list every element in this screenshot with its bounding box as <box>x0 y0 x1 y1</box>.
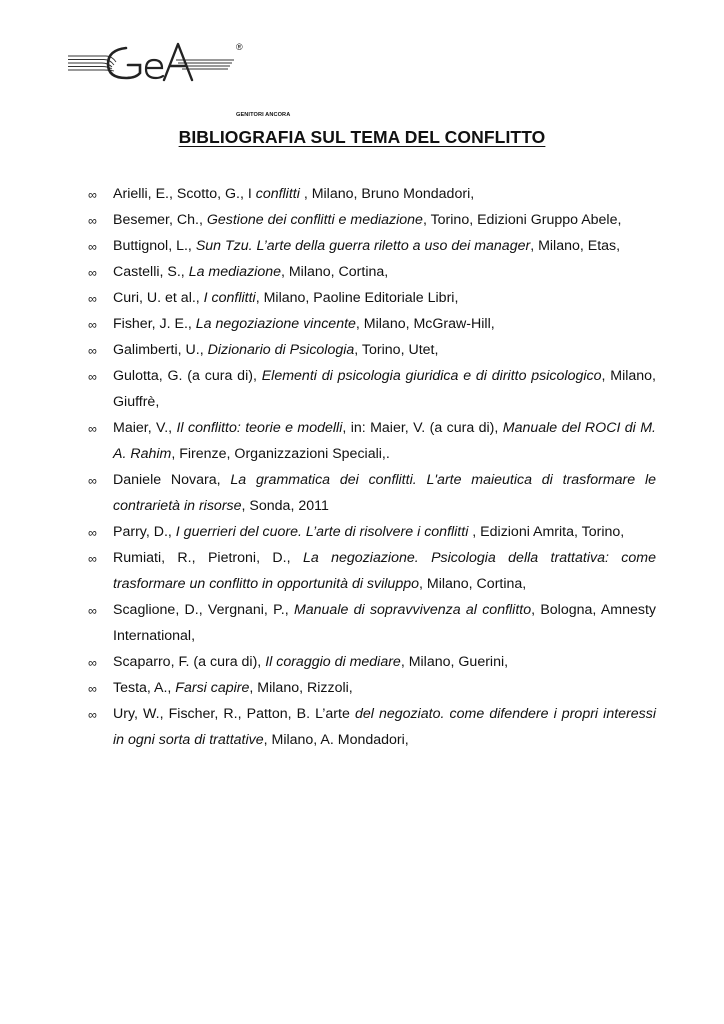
entry-author: Galimberti, U., <box>113 342 208 358</box>
entry-author: Ury, W., Fischer, R., Patton, B. L’arte <box>113 706 355 722</box>
infinity-bullet-icon: ∞ <box>88 240 97 254</box>
gea-logo-tagline: GENITORI ANCORA <box>236 112 291 118</box>
entry-publisher: , Milano, Giuffrè, <box>113 368 656 410</box>
gea-logo <box>66 40 291 118</box>
entry-title: La mediazione <box>188 264 281 280</box>
entry-publisher: , Torino, Utet, <box>354 342 439 358</box>
entry-title: La negoziazione vincente <box>195 316 356 332</box>
entry-author: Parry, D., <box>113 524 176 540</box>
entry-author: Gulotta, G. (a cura di), <box>113 368 262 384</box>
gea-logo-icon <box>66 40 256 90</box>
entry-publisher: , Milano, Etas, <box>530 238 621 254</box>
entry-publisher: , Milano, Cortina, <box>280 264 389 280</box>
bibliography-entry <box>88 701 656 753</box>
entry-publisher: , Milano, Bruno Mondadori, <box>299 186 475 202</box>
infinity-bullet-icon: ∞ <box>88 708 97 722</box>
bibliography-entry <box>88 519 656 545</box>
infinity-bullet-icon: ∞ <box>88 604 97 618</box>
entry-author: Rumiati, R., Pietroni, D., <box>113 550 303 566</box>
entry-title: Gestione dei conflitti e mediazione <box>206 212 423 228</box>
entry-title: Dizionario di Psicologia <box>207 342 355 358</box>
entry-title: I guerrieri del cuore. L’arte di risolvere i conflitti <box>175 524 469 540</box>
bibliography-entry <box>88 337 656 363</box>
entry-author: Daniele Novara, <box>113 472 231 488</box>
bibliography-list <box>88 181 656 753</box>
infinity-bullet-icon: ∞ <box>88 318 97 332</box>
entry-publisher-secondary: , Firenze, Organizzazioni Speciali,. <box>171 446 390 462</box>
entry-publisher: , Milano, A. Mondadori, <box>263 732 409 748</box>
infinity-bullet-icon: ∞ <box>88 656 97 670</box>
entry-author: Fisher, J. E., <box>113 316 196 332</box>
entry-author: Curi, U. et al., <box>113 290 204 306</box>
entry-author: Arielli, E., Scotto, G., I <box>113 186 256 202</box>
entry-author: Besemer, Ch., <box>113 212 207 228</box>
infinity-bullet-icon: ∞ <box>88 292 97 306</box>
entry-title: Sun Tzu. L’arte della guerra riletto a uso dei manager <box>195 238 531 254</box>
infinity-bullet-icon: ∞ <box>88 370 97 384</box>
registered-mark: ® <box>236 42 243 52</box>
entry-publisher: , Milano, Paoline Editoriale Libri, <box>255 290 459 306</box>
bibliography-entry <box>88 675 656 701</box>
entry-publisher: , Edizioni Amrita, Torino, <box>468 524 625 540</box>
entry-publisher: , Milano, McGraw-Hill, <box>355 316 495 332</box>
entry-title: La negoziazione. Psicologia della trattativa: come trasformare un conflitto in opportunità di sviluppo <box>113 550 656 592</box>
bibliography-entry <box>88 285 656 311</box>
bibliography-entry <box>88 415 656 467</box>
bibliography-entry <box>88 259 656 285</box>
infinity-bullet-icon: ∞ <box>88 266 97 280</box>
bibliography-entry <box>88 597 656 649</box>
bibliography-entry <box>88 207 656 233</box>
page-title: BIBLIOGRAFIA SUL TEMA DEL CONFLITTO <box>178 127 546 147</box>
infinity-bullet-icon: ∞ <box>88 344 97 358</box>
entry-title: Farsi capire <box>175 680 250 696</box>
entry-title: Il coraggio di mediare <box>265 654 401 670</box>
entry-author: Testa, A., <box>113 680 176 696</box>
bibliography-entry <box>88 233 656 259</box>
entry-title: conflitti <box>255 186 300 202</box>
entry-title-secondary: Manuale del ROCI di M. A. Rahim <box>113 420 656 462</box>
entry-author: Buttignol, L., <box>113 238 196 254</box>
bibliography-entry <box>88 311 656 337</box>
entry-publisher: , Milano, Guerini, <box>400 654 509 670</box>
entry-publisher: , Milano, Cortina, <box>419 576 527 592</box>
entry-title: La grammatica dei conflitti. L'arte maieutica di trasformare le contrarietà in risorse <box>113 472 656 514</box>
entry-title: del negoziato. come difendere i propri interessi in ogni sorta di trattative <box>113 706 657 748</box>
bibliography-entry <box>88 181 656 207</box>
entry-author: Maier, V., <box>113 420 177 436</box>
infinity-bullet-icon: ∞ <box>88 422 97 436</box>
bibliography-entry <box>88 649 656 675</box>
entry-author: Scaglione, D., Vergnani, P., <box>113 602 294 618</box>
entry-publisher: , Bologna, Amnesty International, <box>113 602 657 644</box>
bibliography-entry <box>88 545 656 597</box>
entry-publisher: , in: Maier, V. (a cura di), <box>342 420 503 436</box>
entry-title: Il conflitto: teorie e modelli <box>176 420 343 436</box>
entry-publisher: , Torino, Edizioni Gruppo Abele, <box>422 212 622 228</box>
entry-title: I conflitti <box>203 290 256 306</box>
infinity-bullet-icon: ∞ <box>88 552 97 566</box>
bibliography-entry <box>88 467 656 519</box>
entry-title: Elementi di psicologia giuridica e di diritto psicologico <box>261 368 602 384</box>
infinity-bullet-icon: ∞ <box>88 214 97 228</box>
entry-publisher: , Sonda, 2011 <box>241 498 329 514</box>
infinity-bullet-icon: ∞ <box>88 526 97 540</box>
entry-publisher: , Milano, Rizzoli, <box>249 680 353 696</box>
infinity-bullet-icon: ∞ <box>88 474 97 488</box>
bibliography-entry <box>88 363 656 415</box>
infinity-bullet-icon: ∞ <box>88 682 97 696</box>
infinity-bullet-icon: ∞ <box>88 188 97 202</box>
entry-author: Castelli, S., <box>113 264 189 280</box>
entry-title: Manuale di sopravvivenza al conflitto <box>293 602 532 618</box>
entry-author: Scaparro, F. (a cura di), <box>113 654 266 670</box>
